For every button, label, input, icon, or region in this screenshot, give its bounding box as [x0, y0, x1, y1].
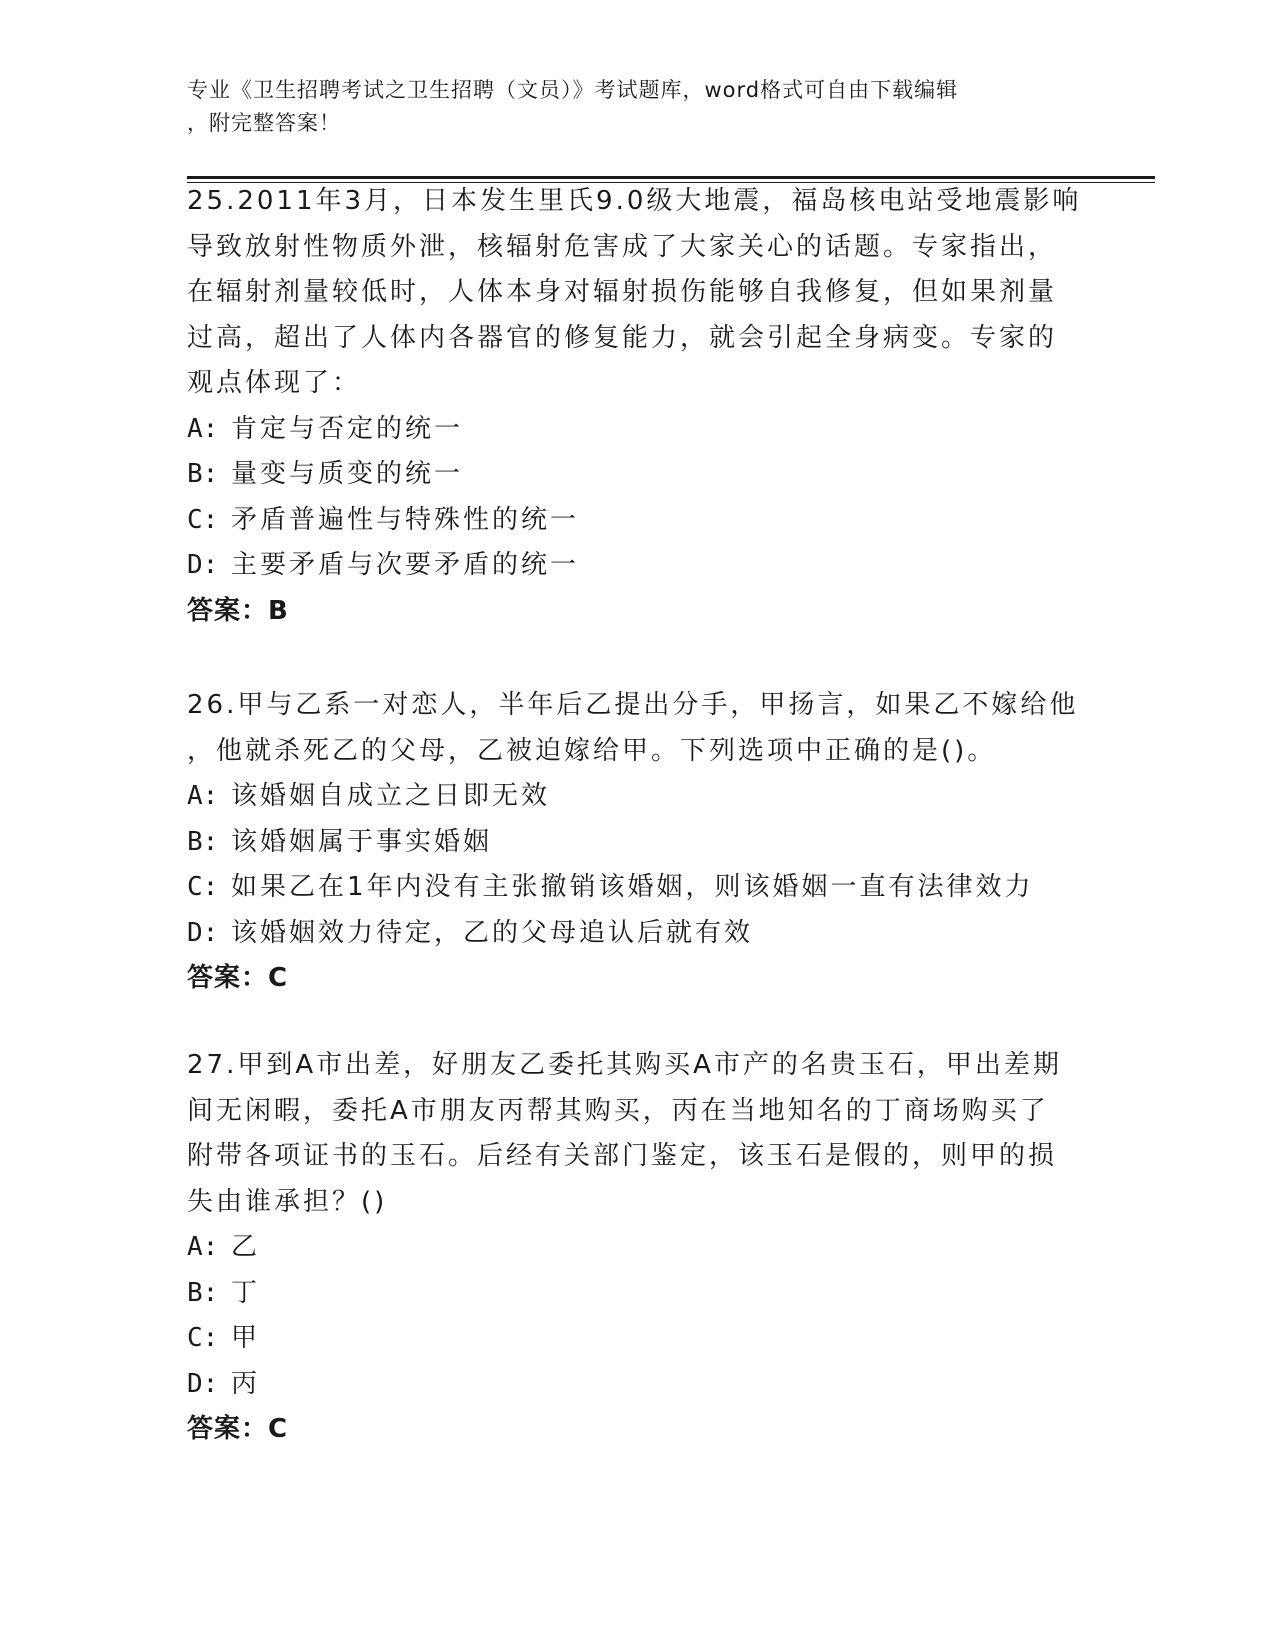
option-key: D:	[187, 917, 219, 948]
option-text: 量变与质变的统一	[231, 459, 464, 489]
question-stem-line: 27.甲到A市出差，好朋友乙委托其购买A市产的名贵玉石，甲出差期	[187, 1050, 1062, 1080]
answer-line: 答案：C	[187, 963, 289, 993]
question-27	[187, 1043, 1087, 1453]
question-stem-line: 26.甲与乙系一对恋人，半年后乙提出分手，甲扬言，如果乙不嫁给他	[187, 690, 1079, 720]
option-key: B:	[187, 826, 219, 857]
option-a	[187, 774, 1087, 820]
question-stem-line: 导致放射性物质外泄，核辐射危害成了大家关心的话题。专家指出，	[187, 231, 1058, 262]
option-text: 肯定与否定的统一	[231, 413, 464, 444]
option-c	[187, 1316, 1087, 1362]
question-stem-line: 观点体现了：	[187, 368, 362, 398]
question-stem-line: 在辐射剂量较低时，人体本身对辐射损伤能够自我修复，但如果剂量	[187, 277, 1058, 307]
option-d	[187, 1362, 1087, 1408]
document-header	[187, 74, 1067, 140]
option-a	[187, 1225, 1087, 1271]
option-c	[187, 498, 1087, 544]
option-text: 丙	[231, 1368, 261, 1399]
option-key: C:	[187, 504, 219, 535]
question-stem-line: 失由谁承担？()	[187, 1186, 388, 1217]
question-26	[187, 683, 1087, 1002]
option-key: D:	[187, 1368, 219, 1399]
option-a	[187, 407, 1087, 453]
option-b	[187, 452, 1087, 498]
option-text: 丁	[231, 1277, 261, 1308]
question-stem-line: 过高，超出了人体内各器官的修复能力，就会引起全身病变。专家的	[187, 322, 1058, 353]
option-text: 该婚姻属于事实婚姻	[231, 826, 493, 857]
answer-line: 答案：B	[187, 595, 289, 626]
option-key: A:	[187, 413, 219, 444]
question-stem-line: ，他就杀死乙的父母，乙被迫嫁给甲。下列选项中正确的是()。	[187, 735, 997, 766]
option-key: D:	[187, 550, 219, 580]
question-stem-line: 间无闲暇，委托A市朋友丙帮其购买，丙在当地知名的丁商场购买了	[187, 1095, 1049, 1126]
option-key: A:	[187, 1232, 219, 1262]
option-text: 主要矛盾与次要矛盾的统一	[231, 550, 580, 580]
option-text: 如果乙在1年内没有主张撤销该婚姻，则该婚姻一直有法律效力	[231, 872, 1034, 902]
option-key: A:	[187, 781, 219, 811]
question-25	[187, 179, 1087, 634]
answer-line: 答案：C	[187, 1414, 289, 1444]
question-stem-line: 25.2011年3月，日本发生里氏9.0级大地震，福岛核电站受地震影响	[187, 186, 1082, 216]
option-key: B:	[187, 1277, 219, 1308]
option-d	[187, 543, 1087, 589]
option-key: C:	[187, 1323, 219, 1353]
option-c	[187, 865, 1087, 911]
option-text: 乙	[231, 1232, 261, 1262]
option-b	[187, 820, 1087, 866]
option-b	[187, 1271, 1087, 1317]
option-text: 甲	[231, 1323, 261, 1353]
option-text: 该婚姻自成立之日即无效	[231, 781, 551, 811]
option-text: 矛盾普遍性与特殊性的统一	[231, 504, 580, 535]
header-line-1: 专业《卫生招聘考试之卫生招聘（文员）》考试题库，word格式可自由下载编辑	[187, 78, 959, 102]
option-key: B:	[187, 459, 219, 489]
option-d	[187, 911, 1087, 957]
option-text: 该婚姻效力待定，乙的父母追认后就有效	[231, 917, 754, 948]
option-key: C:	[187, 872, 219, 902]
header-line-2: ，附完整答案！	[187, 111, 341, 135]
question-stem-line: 附带各项证书的玉石。后经有关部门鉴定，该玉石是假的，则甲的损	[187, 1141, 1058, 1171]
